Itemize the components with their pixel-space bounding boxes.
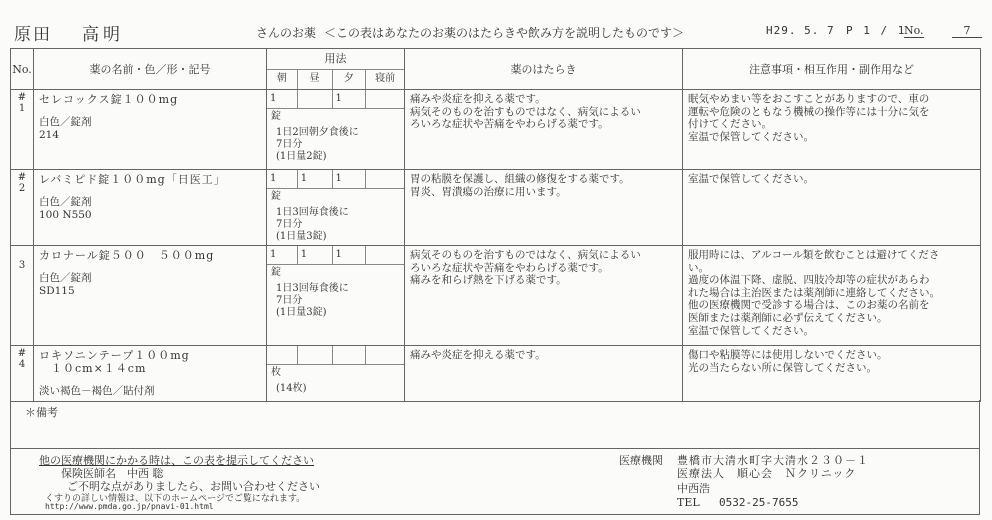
drug-no: 2 — [18, 183, 26, 194]
drug-code: 100 N550 — [39, 208, 92, 221]
drug-caution: 室温で保管してください。 — [688, 173, 814, 185]
drug-no-cell — [11, 246, 34, 346]
drug-size: １０cm×１４cm — [51, 362, 147, 376]
drug-name: レバミピド錠１００mg「日医工」 — [39, 173, 226, 186]
drug-row — [11, 90, 981, 170]
dose-evening: 1 — [333, 90, 367, 108]
drug-color-form: 白色／錠剤 — [39, 272, 92, 285]
drug-effect: 胃の粘膜を保護し、組織の修復をする薬です。 胃炎、胃潰瘍の治療に用います。 — [410, 173, 630, 198]
notes-label: ＊備考 — [25, 406, 58, 419]
col-usage — [267, 49, 405, 90]
drug-days: 7日分 — [276, 295, 303, 306]
dose-morning: 1 — [267, 246, 298, 264]
footer-pharmacist: 中西浩 — [677, 482, 710, 495]
drug-row — [11, 346, 981, 402]
notes-section — [10, 400, 980, 449]
drug-name-cell — [34, 170, 267, 246]
footer-doctor: 保険医師名 中西 聡 — [61, 467, 164, 480]
drug-effect: 痛みや炎症を抑える薬です。 — [410, 349, 546, 361]
drug-color-form: 淡い褐色－褐色／貼付剤 — [39, 385, 155, 398]
footer-institution-label: 医療機関 — [619, 454, 663, 467]
dose-evening: 1 — [333, 246, 367, 264]
drug-name-cell — [34, 90, 267, 170]
drug-daily-amount: (1日量3錠) — [276, 231, 327, 242]
drug-no: 3 — [18, 260, 26, 271]
dose-bedtime — [366, 246, 404, 264]
drug-usage-cell — [267, 346, 405, 402]
footer-tel: 0532-25-7655 — [719, 496, 799, 509]
drug-days: 7日分 — [276, 219, 303, 230]
drug-row — [11, 170, 981, 246]
sheet-header — [0, 0, 992, 46]
drug-instruction: 1日3回毎食後に — [276, 207, 349, 218]
col-no: No. — [11, 49, 34, 90]
drug-caution-cell — [683, 170, 981, 246]
col-evening: 夕 — [333, 70, 367, 89]
dose-noon: 1 — [298, 170, 333, 188]
footer-present-notice: 他の医療機関にかかる時は、この表を提示してください — [39, 454, 314, 467]
col-name: 薬の名前・色／形・記号 — [34, 49, 267, 90]
drug-caution-cell — [683, 246, 981, 346]
drug-no: 1 — [18, 103, 26, 114]
dose-bedtime — [366, 90, 404, 108]
footer-clinic: 医療法人 順心会 Ｎクリニック — [677, 467, 857, 480]
drug-form: 枚 — [271, 367, 281, 378]
drug-effect-cell — [405, 246, 683, 346]
drug-name-cell — [34, 246, 267, 346]
dose-evening: 1 — [333, 170, 367, 188]
drug-mark: # — [17, 172, 27, 183]
drug-name-cell — [34, 346, 267, 402]
col-effect: 薬のはたらき — [405, 49, 683, 90]
drug-no: 4 — [18, 359, 26, 370]
drug-color-form: 白色／錠剤 — [39, 116, 92, 129]
page-number: P 1 / 1 — [846, 24, 907, 37]
issue-date: H29. 5. 7 — [766, 24, 835, 37]
drug-effect-cell — [405, 346, 683, 402]
drug-row — [11, 246, 981, 346]
footer-tel-label: TEL — [677, 496, 700, 509]
sheet-no-value: 7 — [952, 24, 982, 38]
drug-form: 錠 — [271, 191, 281, 202]
drug-effect: 病気そのものを治すものではなく、病気によるい ろいろな症状や苦痛をやわらげる薬です。 痛みを和らげ熱を下げる薬です。 — [410, 249, 641, 287]
drug-mark: # — [17, 92, 27, 103]
drug-usage-cell — [267, 170, 405, 246]
medication-table — [10, 48, 981, 402]
drug-code: 214 — [39, 128, 60, 141]
drug-no-cell — [11, 170, 34, 246]
dose-noon: 1 — [298, 246, 333, 264]
dose-morning: 1 — [267, 170, 298, 188]
drug-code: SD115 — [39, 284, 75, 297]
footer-contact-notice: ご不明な点がありましたら、お問い合わせください — [67, 480, 320, 493]
dose-grid — [267, 246, 404, 265]
drug-instruction: 1日2回朝夕食後に — [276, 127, 359, 138]
drug-effect-cell — [405, 170, 683, 246]
footer-info-notice: くすりの詳しい情報は、以下のホームページでご覧になれます。 — [45, 494, 306, 504]
col-morning: 朝 — [267, 70, 298, 89]
drug-color-form: 白色／錠剤 — [39, 196, 92, 209]
drug-form: 錠 — [271, 267, 281, 278]
sheet-no-label: No. — [904, 24, 924, 37]
dose-noon — [298, 90, 333, 108]
drug-instruction: 1日3回毎食後に — [276, 283, 349, 294]
drug-caution: 眠気やめまい等をおこすことがありますので、車の 運転や危険のともなう機械の操作等には十分に気を 付けてください。 室温で保管してください。 — [688, 93, 930, 143]
drug-daily-amount: (1日量2錠) — [276, 151, 327, 162]
dose-grid — [267, 346, 404, 365]
col-usage-title: 用法 — [267, 49, 404, 70]
sheet-description: ＜この表はあなたのお薬のはたらきや飲み方を説明したものです＞ — [324, 26, 685, 40]
dose-grid — [267, 170, 404, 189]
drug-caution-cell — [683, 346, 981, 402]
drug-caution: 服用時には、アルコール類を飲むことは避けてくださ い。 過度の体温下降、虚脱、四肢冷却等の症状があらわ れた場合は主治医または薬剤師に連絡してください。 他の医療機関で受診する場合は、このお薬の名前を 医師または薬剤師に必ず伝えてください。 室温で保管してください。 — [688, 249, 940, 337]
patient-suffix: さんのお薬 — [256, 26, 317, 40]
drug-name: カロナール錠５００ ５００mg — [39, 249, 215, 262]
col-caution: 注意事項・相互作用・副作用など — [683, 49, 981, 90]
drug-caution: 傷口や粘膜等には使用しないでください。 光の当たらない所に保管してください。 — [688, 349, 888, 374]
drug-usage-cell — [267, 246, 405, 346]
dose-bedtime — [366, 346, 404, 364]
drug-effect: 痛みや炎症を抑える薬です。 病気そのものを治すものではなく、病気によるい ろいろな症状や苦痛をやわらげる薬です。 — [410, 93, 641, 131]
dose-bedtime — [366, 170, 404, 188]
drug-name: セレコックス錠１００mg — [39, 93, 179, 106]
drug-no-cell — [11, 346, 34, 402]
patient-surname: 原田 — [14, 25, 52, 45]
drug-name: ロキソニンテープ１００mg — [39, 349, 190, 362]
drug-instruction: (14枚) — [276, 383, 307, 394]
drug-form: 錠 — [271, 111, 281, 122]
patient-given-name: 高明 — [82, 25, 124, 45]
dose-grid — [267, 90, 404, 109]
dose-evening — [333, 346, 367, 364]
col-bedtime: 寝前 — [375, 73, 396, 84]
drug-days: 7日分 — [276, 139, 303, 150]
drug-caution-cell — [683, 90, 981, 170]
dose-morning: 1 — [267, 90, 298, 108]
footer-address: 豊橋市大清水町字大清水２３０－１ — [677, 454, 869, 467]
dose-noon — [298, 346, 333, 364]
footer-info-url[interactable]: http://www.pmda.go.jp/pnavi-01.html — [45, 502, 214, 511]
col-noon: 昼 — [298, 70, 333, 89]
drug-daily-amount: (1日量3錠) — [276, 307, 327, 318]
drug-effect-cell — [405, 90, 683, 170]
drug-no-cell — [11, 90, 34, 170]
drug-usage-cell — [267, 90, 405, 170]
drug-mark: # — [17, 348, 27, 359]
sheet-footer — [10, 448, 980, 515]
dose-morning — [267, 346, 298, 364]
